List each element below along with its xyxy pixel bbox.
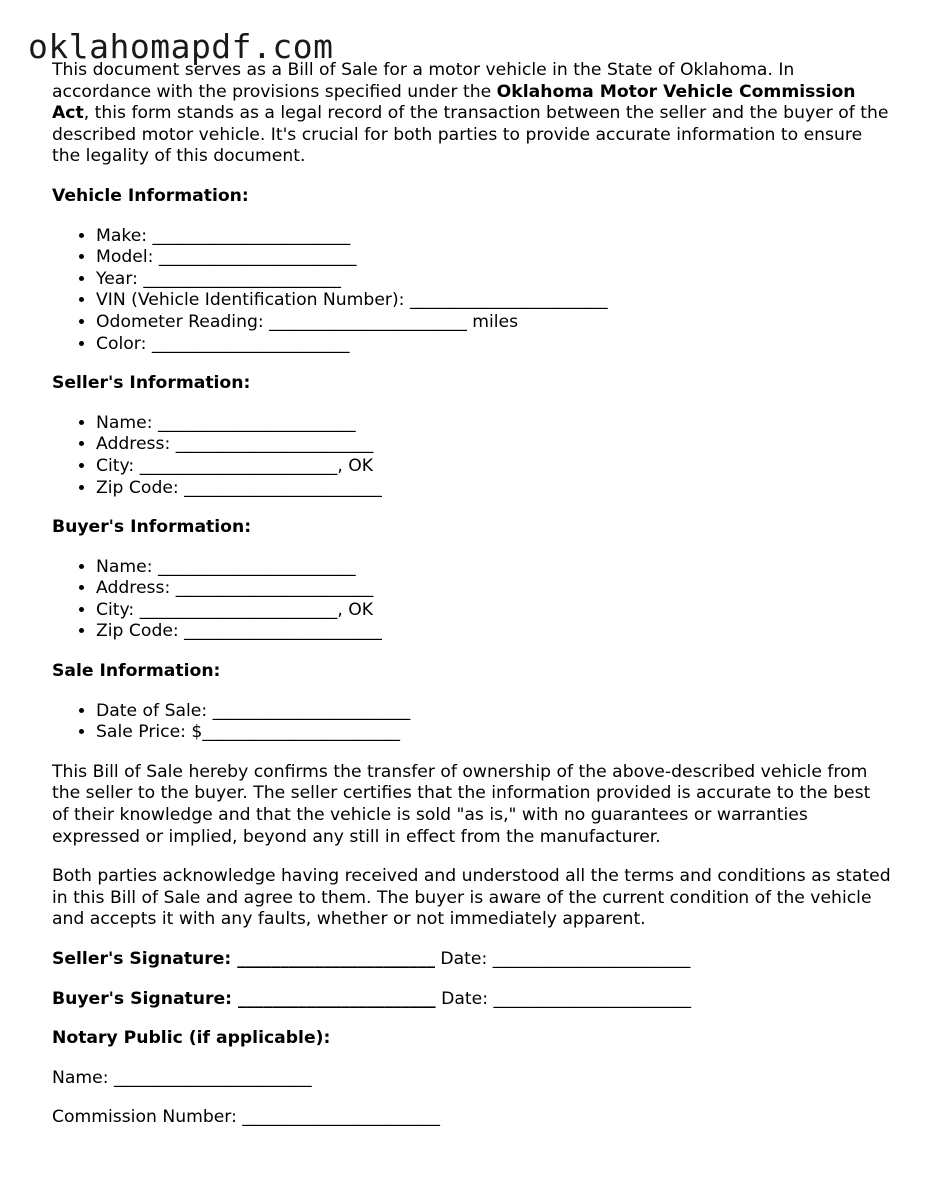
sale-price-field: • Sale Price: $_______________________: [96, 722, 892, 744]
notary-name-field: Name: _______________________: [52, 1067, 312, 1088]
buyer-city-field: • City: _______________________, OK: [96, 600, 892, 622]
seller-info-list: [52, 413, 892, 499]
vehicle-vin-field: • VIN (Vehicle Identification Number): _______________________: [96, 290, 892, 312]
buyer-info-heading: Buyer's Information:: [52, 517, 252, 538]
buyer-address-field: • Address: _______________________: [96, 578, 892, 600]
seller-info-heading: Seller's Information:: [52, 373, 251, 394]
transfer-paragraph: This Bill of Sale hereby confirms the transfer of ownership of the above-described vehicle from the seller to the buyer. The seller certifies that the information provided is accurate to the best of their knowledge and that the vehicle is sold "as is," with no guarantees or warranties expressed or implied, beyond any still in effect from the manufacturer.: [52, 761, 871, 847]
vehicle-color-field: • Color: _______________________: [96, 334, 892, 356]
seller-date-field: Date: _______________________: [434, 949, 691, 969]
seller-zip-field: • Zip Code: _______________________: [96, 478, 892, 500]
seller-signature-field: Seller's Signature: _______________________: [52, 949, 435, 969]
vehicle-info-heading: Vehicle Information:: [52, 185, 249, 206]
seller-name-field: • Name: _______________________: [96, 413, 892, 435]
watermark-logo: oklahomapdf.com: [28, 27, 334, 66]
sale-info-list: [52, 701, 892, 744]
bill-of-sale-document: [52, 60, 892, 1147]
sale-date-field: • Date of Sale: _______________________: [96, 701, 892, 723]
notary-commission-field: Commission Number: _______________________: [52, 1107, 440, 1128]
vehicle-info-list: [52, 226, 892, 356]
buyer-name-field: • Name: _______________________: [96, 557, 892, 579]
buyer-info-list: [52, 557, 892, 643]
vehicle-make-field: • Make: _______________________: [96, 226, 892, 248]
intro-text-2: , this form stands as a legal record of the transaction between the seller and the buyer of the described motor vehicle. It's crucial for both parties to provide accurate information to ensure the legality of this document.: [52, 103, 889, 167]
seller-signature-row: [52, 949, 892, 971]
sale-info-heading: Sale Information:: [52, 661, 221, 682]
vehicle-odometer-field: • Odometer Reading: _______________________ miles: [96, 312, 892, 334]
notary-heading: Notary Public (if applicable):: [52, 1028, 331, 1049]
buyer-signature-field: Buyer's Signature: _______________________: [52, 988, 436, 1009]
buyer-signature-row: [52, 989, 892, 1011]
intro-paragraph: [52, 60, 892, 168]
intro-text-1: This document serves as a Bill of Sale for a motor vehicle in the State of Oklahoma. In accordance with the provisions specified under the: [52, 60, 795, 102]
vehicle-year-field: • Year: _______________________: [96, 269, 892, 291]
vehicle-model-field: • Model: _______________________: [96, 247, 892, 269]
buyer-date-field: Date: _______________________: [435, 988, 692, 1009]
seller-city-field: • City: _______________________, OK: [96, 456, 892, 478]
seller-address-field: • Address: _______________________: [96, 434, 892, 456]
acknowledge-paragraph: Both parties acknowledge having received and understood all the terms and conditions as stated in this Bill of Sale and agree to them. The buyer is aware of the current condition of the vehicle and accepts it with any faults, whether or not immediately apparent.: [52, 866, 891, 930]
buyer-zip-field: • Zip Code: _______________________: [96, 621, 892, 643]
act-name: Oklahoma Motor Vehicle Commission Act: [52, 81, 856, 124]
